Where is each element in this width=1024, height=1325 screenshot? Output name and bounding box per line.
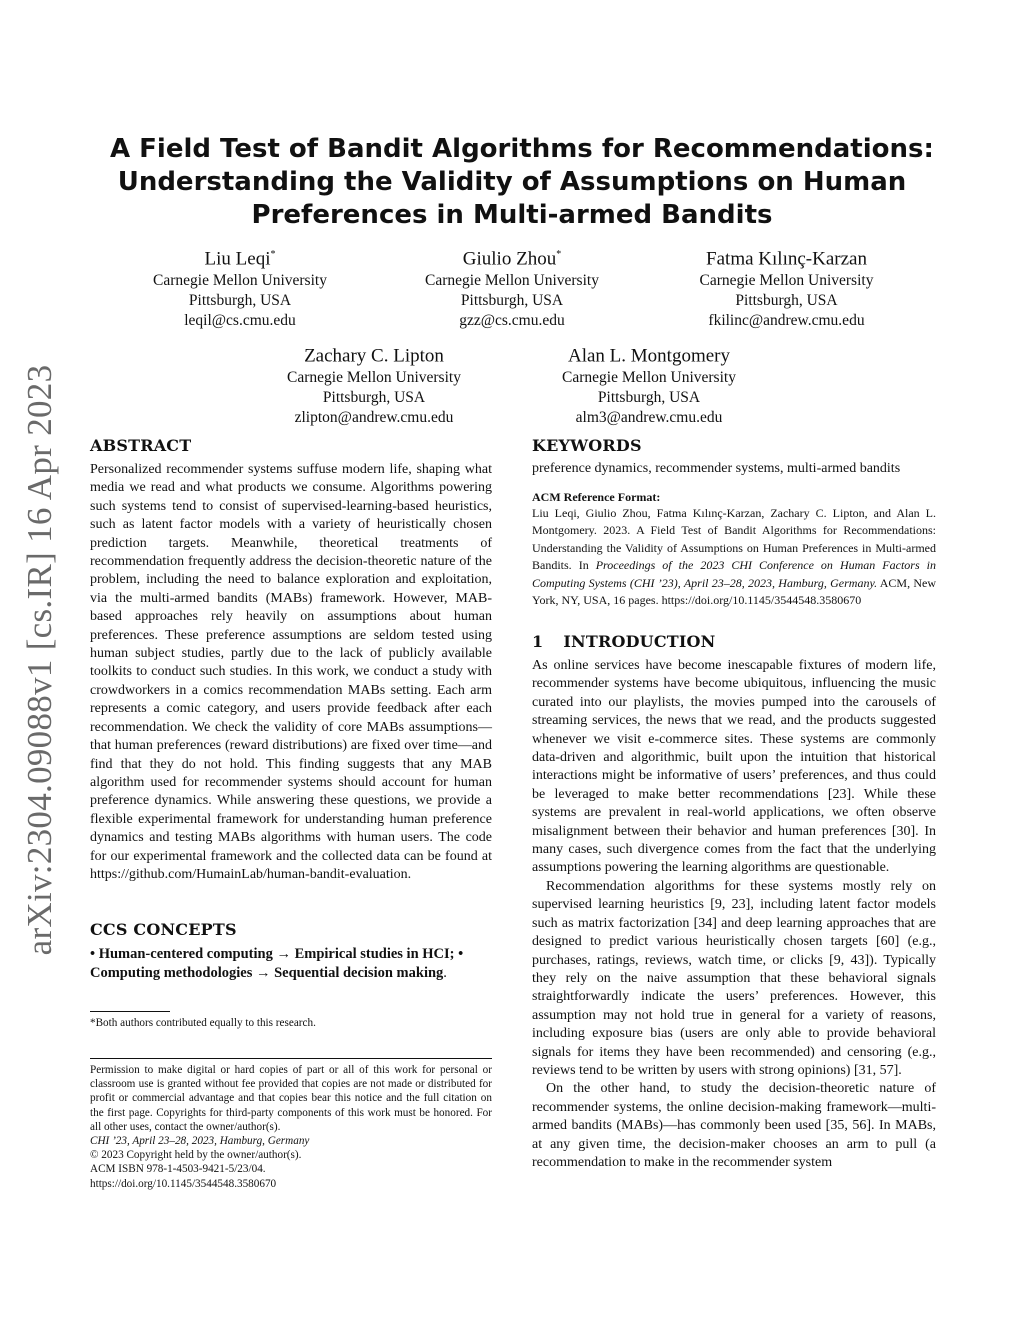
permission-copyright: © 2023 Copyright held by the owner/author(s). — [90, 1149, 302, 1162]
acm-reference-heading: ACM Reference Format: — [532, 490, 661, 504]
paper-title — [110, 133, 934, 232]
arxiv-identifier-text: arXiv:2304.09088v1 [cs.IR] 16 Apr 2023 — [20, 364, 59, 956]
title-line-1: A Field Test of Bandit Algorithms for Recommendations: — [110, 134, 934, 164]
arxiv-side-identifier — [10, 360, 70, 960]
permission-doi[interactable]: https://doi.org/10.1145/3544548.3580670 — [90, 1177, 277, 1190]
author-name: Alan L. Montgomery — [567, 345, 730, 367]
author-affiliation: Carnegie Mellon University — [699, 272, 874, 290]
permission-text: Permission to make digital or hard copies of part or all of this work for personal or classroom use is granted without fee provided that copies are not made or distributed for profit or commercial advantage and that copies bear this notice and the full citation on the first page. Copyrights for third-party components of this work must be honored. For all other uses, contact the owner/author(s). — [90, 1064, 492, 1133]
author-block-4 — [254, 340, 494, 428]
footnote-equal-contribution: *Both authors contributed equally to this research. — [90, 1017, 316, 1029]
abstract-body — [90, 461, 492, 884]
intro-paragraph-2: Recommendation algorithms for these systems mostly rely on supervised learning heuristics [9, 23], including latent factor models such as matrix factorization [34] and deep learning approaches that are designed to predict various heuristically chosen targets [60] (e.g., purchases, ratings, reviews, watch time, or clicks [9, 43]). Typically they rely on the naive assumption that these behavioral signals straightforwardly indicate the users’ preferences. However, this assumption may not hold true in general for a variety of reasons, including exposure bias (users are only able to provide behavioral signals for items they have been recommended) and censoring (e.g., reviews tend to be written by users with strong opinions) [31, 57]. — [532, 878, 936, 1078]
author-name: Fatma Kılınç-Karzan — [706, 248, 867, 270]
author-location: Pittsburgh, USA — [322, 389, 426, 407]
section-title: INTRODUCTION — [563, 632, 716, 651]
ccs-heading: CCS CONCEPTS — [90, 920, 237, 939]
ccs-line-2: Computing methodologies → Sequential decision making — [90, 964, 444, 981]
permission-block — [90, 1063, 492, 1191]
author-name: Liu Leqi* — [204, 248, 276, 270]
author-location: Pittsburgh, USA — [460, 292, 564, 310]
intro-paragraph-3: On the other hand, to study the decision-theoretic nature of recommender systems, the online decision-making framework—multi-armed bandits (MABs)—has commonly been used [35, 56]. In MABs, at any given time, the decision-maker chooses an arm to pull (a recommendation to make in the recommender system — [532, 1081, 936, 1170]
author-block-3 — [664, 243, 909, 331]
author-affiliation: Carnegie Mellon University — [287, 369, 461, 387]
author-name: Giulio Zhou* — [462, 248, 562, 270]
introduction-body — [532, 657, 936, 1172]
section-number: 1 — [532, 632, 544, 651]
intro-paragraph-1: As online services have become inescapable fixtures of modern life, recommender systems have become ubiquitous, influencing the music curated into our playlists, the movies pumped into the carousels of streaming services, the news that we read, and the products suggested whenever we visit e-commerce sites. These systems are commonly data-driven and algorithmic, built upon the intuition that historical interactions might be informative of users’ preferences, and thus could be leveraged to make better recommendations [23]. While these systems are prevalent in real-world applications, we often observe misalignment between their behavior and human preferences [30]. In many cases, such divergence comes from the fact that the underlying assumptions powering the learning algorithms are questionable. — [532, 658, 936, 876]
author-email[interactable]: alm3@andrew.cmu.edu — [575, 409, 723, 427]
author-block-1 — [120, 243, 360, 331]
ccs-concepts — [90, 945, 492, 982]
author-affiliation: Carnegie Mellon University — [562, 369, 736, 387]
author-name: Zachary C. Lipton — [304, 345, 444, 367]
author-block-5 — [529, 340, 769, 428]
acm-reference-text-before: Liu Leqi, Giulio Zhou, Fatma Kılınç-Karzan, Zachary C. Lipton, and Alan L. Montgomery. 2023. A Field Test of Bandit Algorithms for Recommendations: Understanding the Validity of Assumptions on Human Preferences in Multi-armed Bandits. In — [532, 506, 936, 573]
introduction-heading — [532, 632, 716, 651]
author-affiliation: Carnegie Mellon University — [425, 272, 599, 290]
author-email[interactable]: leqil@cs.cmu.edu — [184, 312, 296, 330]
title-line-3: Preferences in Multi-armed Bandits — [251, 200, 773, 230]
abstract-text: Personalized recommender systems suffuse modern life, shaping what media we read and what products we consume. Algorithms powering such systems tend to consist of supervised-learning-based heuristics, such as latent factor models with a variety of heuristically chosen prediction targets. Meanwhile, theoretical treatments of recommendation frequently address the decision-theoretic nature of the problem, including the need to balance exploration and exploitation, via the multi-armed bandits (MABs) framework. However, MAB-based approaches rely heavily on assumptions about human preferences. These preference assumptions are seldom tested using human subject studies, partly due to the lack of publicly available toolkits to conduct such studies. In this work, we conduct a study with crowdworkers in a comics recommendation MABs setting. Each arm represents a comic category, and users provide feedback after each recommendation. We check the validity of core MABs assumptions—that human preferences (reward distributions) are fixed over time—and find that they do not hold. This finding suggests that any MAB algorithm used for recommender systems should account for human preference dynamics. While answering these questions, we provide a flexible experimental framework for understanding human preference dynamics and testing MABs algorithms with human users. The code for our experimental framework and the collected data can be found at https://github.com/HumainLab/human-bandit-evaluation. — [90, 462, 492, 882]
permission-rule — [90, 1058, 492, 1059]
ccs-line-2-end: . — [443, 964, 447, 981]
author-email[interactable]: gzz@cs.cmu.edu — [459, 312, 565, 330]
author-email[interactable]: fkilinc@andrew.cmu.edu — [708, 312, 865, 330]
title-line-2: Understanding the Validity of Assumptions on Human — [117, 167, 907, 197]
keywords-heading: KEYWORDS — [532, 436, 642, 455]
permission-isbn: ACM ISBN 978-1-4503-9421-5/23/04. — [90, 1163, 266, 1176]
ccs-line-2-wrap — [90, 964, 492, 983]
footnote-rule — [90, 1011, 170, 1012]
author-block-2 — [392, 243, 632, 331]
author-location: Pittsburgh, USA — [597, 389, 701, 407]
permission-venue: CHI ’23, April 23–28, 2023, Hamburg, Germany — [90, 1135, 310, 1148]
abstract-heading: ABSTRACT — [90, 436, 192, 455]
author-affiliation: Carnegie Mellon University — [153, 272, 327, 290]
author-location: Pittsburgh, USA — [188, 292, 292, 310]
acm-reference-text-after: ACM, New York, NY, USA, 16 pages. https://doi.org/10.1145/3544548.3580670 — [532, 575, 936, 608]
acm-reference-proceedings: Proceedings of the 2023 CHI Conference on Human Factors in Computing Systems (CHI ’23), April 23–28, 2023, Hamburg, Germany. — [532, 558, 936, 590]
ccs-line-1: • Human-centered computing → Empirical studies in HCI; • — [90, 946, 464, 962]
author-email[interactable]: zlipton@andrew.cmu.edu — [294, 409, 454, 427]
acm-reference-body — [532, 505, 936, 609]
keywords-text: preference dynamics, recommender systems, multi-armed bandits — [532, 461, 901, 476]
author-location: Pittsburgh, USA — [735, 292, 838, 310]
